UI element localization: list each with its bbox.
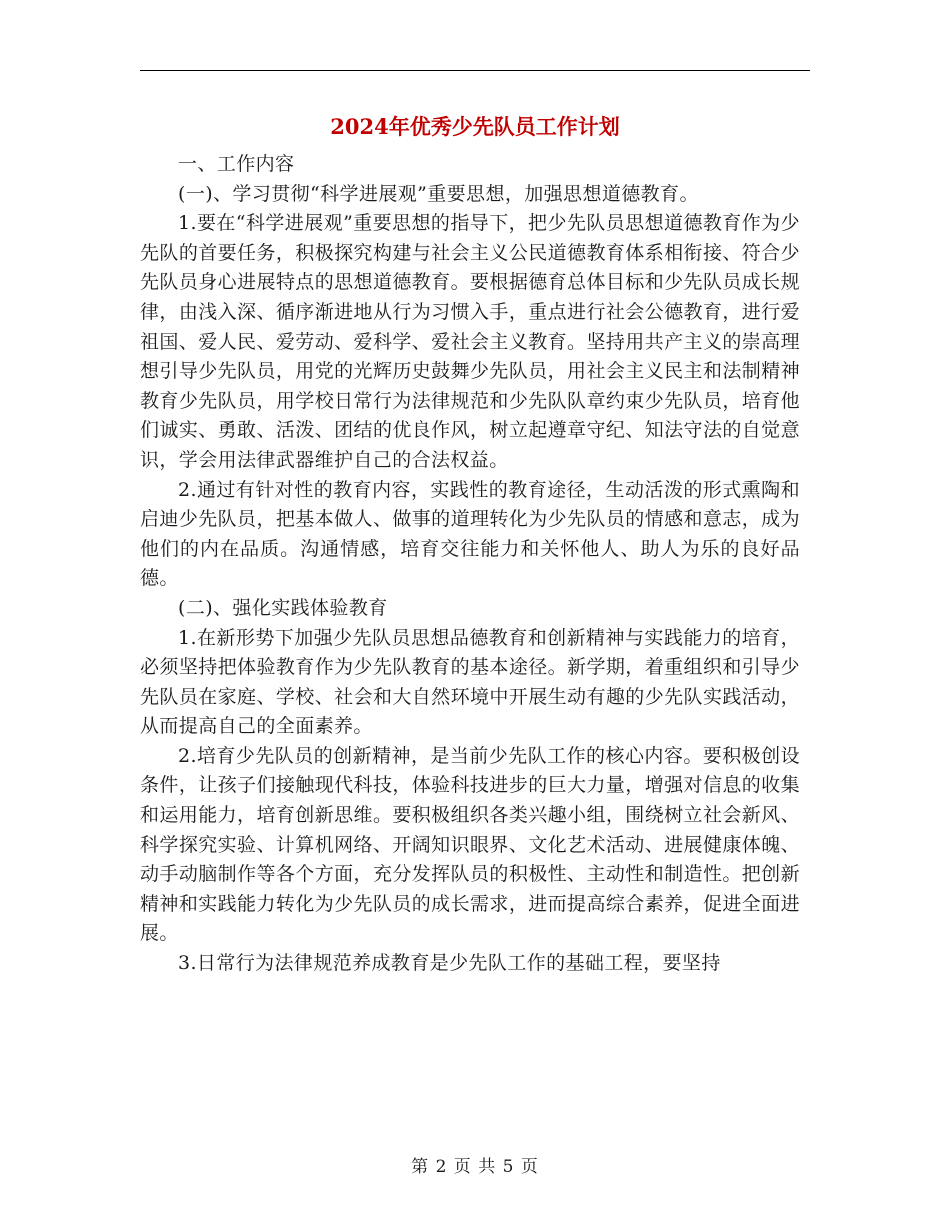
subsection-heading: (二)、强化实践体验教育 (178, 596, 388, 619)
body-paragraph: 2.通过有针对性的教育内容，实践性的教育途径，生动活泼的形式熏陶和启迪少先队员，把基本做人、做事的道理转化为少先队员的情感和意志，成为他们的内在品质。沟通情感，培育交往能力和关怀他人、助人为乐的良好品德。 (140, 478, 800, 590)
document-body (140, 150, 800, 979)
document-title: 2024年优秀少先队员工作计划 (330, 114, 620, 139)
body-paragraph: 3.日常行为法律规范养成教育是少先队工作的基础工程，要坚持 (178, 952, 721, 975)
header-rule (140, 70, 810, 71)
section-heading: 一、工作内容 (178, 153, 295, 175)
page-footer: 第 2 页 共 5 页 (411, 1157, 539, 1177)
subsection-heading: (一)、学习贯彻“科学进展观”重要思想，加强思想道德教育。 (178, 182, 699, 205)
body-paragraph: 2.培育少先队员的创新精神，是当前少先队工作的核心内容。要积极创设条件，让孩子们接触现代科技，体验科技进步的巨大力量，增强对信息的收集和运用能力，培育创新思维。要积极组织各类兴趣小组，围绕树立社会新风、科学探究实验、计算机网络、开阔知识眼界、文化艺术活动、进展健康体魄、动手动脑制作等各个方面，充分发挥队员的积极性、主动性和制造性。把创新精神和实践能力转化为少先队员的成长需求，进而提高综合素养，促进全面进展。 (140, 744, 800, 945)
body-paragraph: 1.要在“科学进展观”重要思想的指导下，把少先队员思想道德教育作为少先队的首要任务，积极探究构建与社会主义公民道德教育体系相衔接、符合少先队员身心进展特点的思想道德教育。要根据德育总体目标和少先队员成长规律，由浅入深、循序渐进地从行为习惯入手，重点进行社会公德教育，进行爱祖国、爱人民、爱劳动、爱科学、爱社会主义教育。坚持用共产主义的崇高理想引导少先队员，用党的光辉历史鼓舞少先队员，用社会主义民主和法制精神教育少先队员，用学校日常行为法律规范和少先队队章约束少先队员，培育他们诚实、勇敢、活泼、团结的优良作风，树立起遵章守纪、知法守法的自觉意识，学会用法律武器维护自己的合法权益。 (140, 212, 800, 471)
body-paragraph: 1.在新形势下加强少先队员思想品德教育和创新精神与实践能力的培育，必须坚持把体验教育作为少先队教育的基本途径。新学期，着重组织和引导少先队员在家庭、学校、社会和大自然环境中开展生动有趣的少先队实践活动，从而提高自己的全面素养。 (140, 626, 800, 738)
